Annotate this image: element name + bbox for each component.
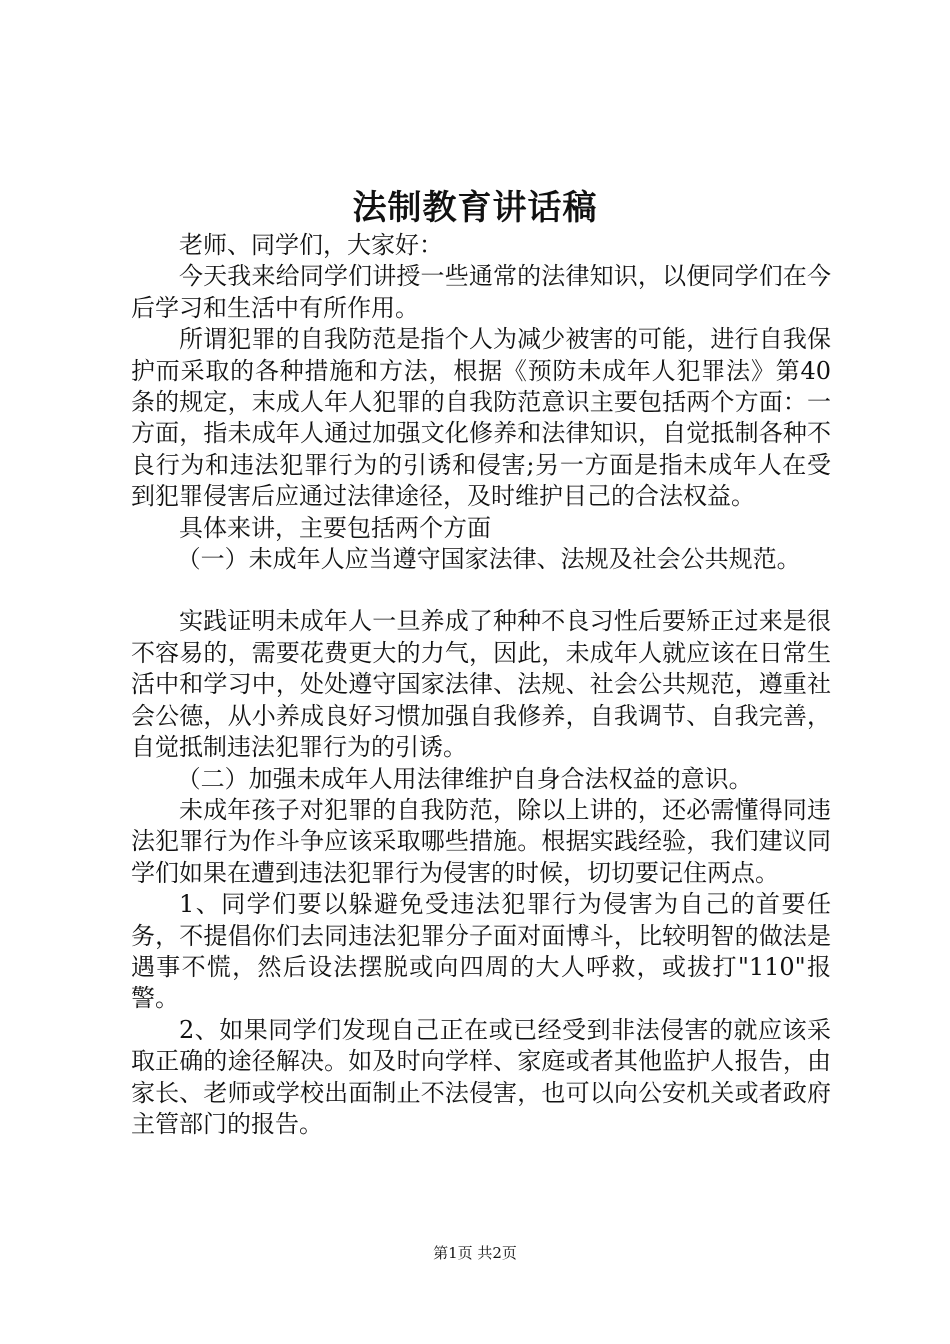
point-one-paragraph: 1、同学们要以躲避免受违法犯罪行为侵害为自己的首要任务，不提倡你们去同违法犯罪分子面对面博斗，比较明智的做法是遇事不慌，然后设法摆脱或向四周的大人呼救，或拔打"110"报警。 xyxy=(131,890,831,1013)
summary-paragraph: 具体来讲，主要包括两个方面 xyxy=(179,513,491,542)
point-two-paragraph: 2、如果同学们发现自己正在或已经受到非法侵害的就应该采取正确的途径解决。如及时向学样、家庭或者其他监护人报告，由家长、老师或学校出面制止不法侵害，也可以向公安机关或者政府主管部门的报告。 xyxy=(131,1015,831,1138)
section-one-paragraph: 实践证明未成年人一旦养成了种种不良习性后要矫正过来是很不容易的，需要花费更大的力气，因此，未成年人就应该在日常生活中和学习中，处处遵守国家法律、法规、社会公共规范，遵重社会公德，从小养成良好习惯加强自我修养，自我调节、自我完善，自觉抵制违法犯罪行为的引诱。 xyxy=(131,607,831,762)
greeting-paragraph: 老师、同学们，大家好： xyxy=(179,231,443,259)
section-one-heading: （一）未成年人应当遵守国家法律、法规及社会公共规范。 xyxy=(176,545,801,574)
document-title: 法制教育讲话稿 xyxy=(352,188,598,228)
section-two-paragraph: 未成年孩子对犯罪的自我防范，除以上讲的，还必需懂得同违法犯罪行为作斗争应该采取哪些措施。根据实践经验，我们建议同学们如果在遭到违法犯罪行为侵害的时候，切切要记住两点。 xyxy=(131,795,831,887)
page-footer: 第1页 共2页 xyxy=(433,1244,517,1262)
intro-paragraph: 今天我来给同学们讲授一些通常的法律知识，以便同学们在今后学习和生活中有所作用。 xyxy=(131,262,831,322)
definition-paragraph: 所谓犯罪的自我防范是指个人为减少被害的可能，进行自我保护而采取的各种措施和方法，根据《预防未成年人犯罪法》第40条的规定，末成人年人犯罪的自我防范意识主要包括两个方面：一方面，指未成年人通过加强文化修养和法律知识，自觉抵制各种不良行为和违法犯罪行为的引诱和侵害;另一方面是指未成年人在受到犯罪侵害后应通过法律途径，及时维护目己的合法权益。 xyxy=(131,325,831,511)
section-two-heading: （二）加强未成年人用法律维护自身合法权益的意识。 xyxy=(176,764,753,793)
document-body xyxy=(131,230,831,1140)
